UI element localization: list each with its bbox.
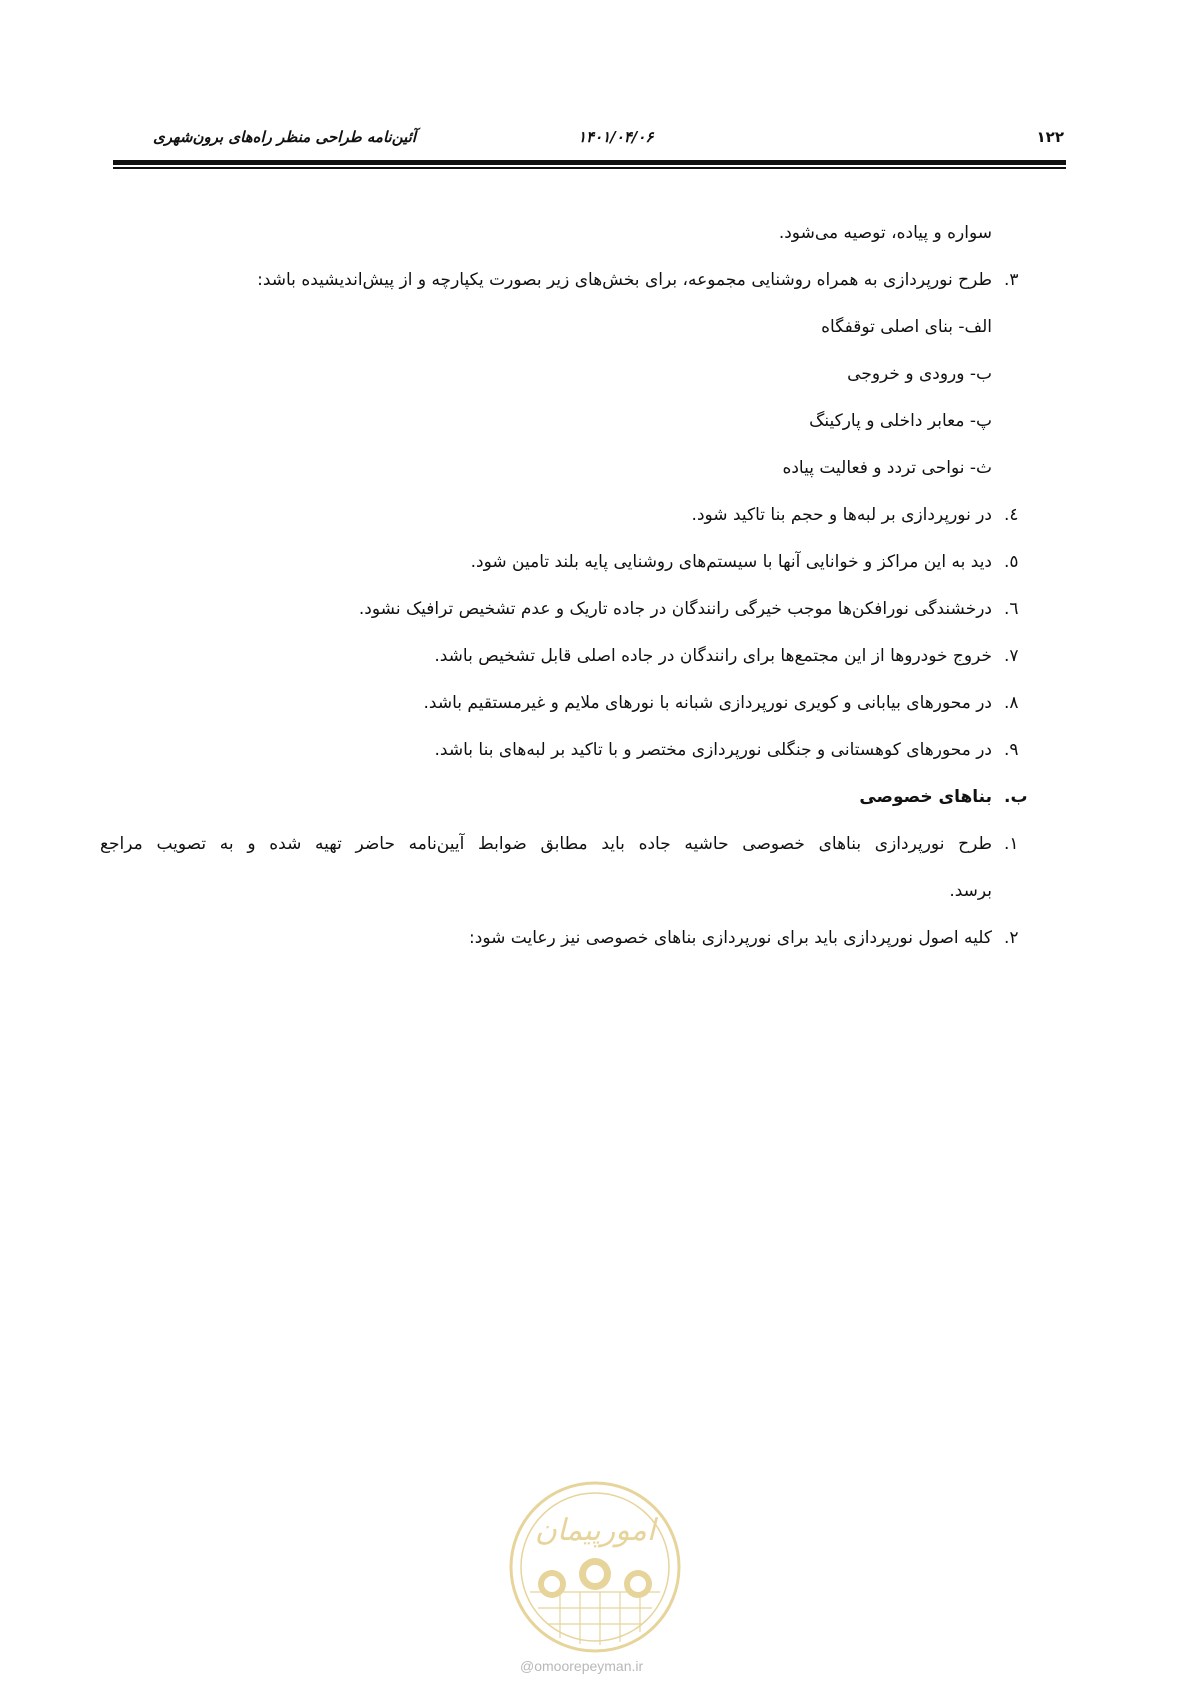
page-number: ۱۲۲ (1036, 128, 1064, 146)
sub-item-text: ب- ورودی و خروجی (847, 364, 992, 384)
list-item (100, 821, 1030, 868)
section-title: بناهای خصوصی (859, 787, 992, 807)
list-item (100, 539, 1030, 586)
continuation-text: سواره و پیاده، توصیه می‌شود. (778, 223, 992, 243)
item-text: خروج خودروها از این مجتمع‌ها برای رانندگان در جاده اصلی قابل تشخیص باشد. (434, 646, 992, 666)
watermark-site: @omoorepeyman.ir (520, 1658, 644, 1674)
item-number: ۱. (1004, 834, 1019, 854)
item-text: دید به این مراکز و خوانایی آنها با سیستم‌های روشنایی پایه بلند تامین شود. (470, 552, 992, 572)
item-text: در محورهای بیابانی و کویری نورپردازی شبانه با نورهای ملایم و غیرمستقیم باشد. (423, 693, 992, 713)
item-number: ٤. (1004, 505, 1019, 525)
sub-item (100, 304, 1030, 351)
sub-item (100, 351, 1030, 398)
list-item (100, 915, 1030, 962)
section-number: ب. (1004, 787, 1028, 807)
page-header (113, 128, 1066, 150)
item-number: ٨. (1004, 693, 1019, 713)
sub-item (100, 445, 1030, 492)
sub-item (100, 398, 1030, 445)
item-number: ۲. (1004, 928, 1019, 948)
item-number: ٥. (1004, 552, 1019, 572)
header-rule-thick (113, 160, 1066, 165)
list-item (100, 257, 1030, 304)
sub-item-text: ث- نواحی تردد و فعالیت پیاده (782, 458, 992, 478)
list-item (100, 492, 1030, 539)
sub-item-text: الف- بنای اصلی توقفگاه (821, 317, 992, 337)
list-item (100, 586, 1030, 633)
item-text: طرح نورپردازی به همراه روشنایی مجموعه، برای بخش‌های زیر بصورت یکپارچه و از پیش‌اندیشیده باشد: (257, 270, 992, 290)
item-text: کلیه اصول نورپردازی باید برای نورپردازی بناهای خصوصی نیز رعایت شود: (469, 928, 992, 948)
item-text: در نورپردازی بر لبه‌ها و حجم بنا تاکید شود. (691, 505, 992, 525)
section-heading (100, 774, 1030, 821)
header-rule-thin (113, 167, 1066, 169)
continuation-line (100, 210, 1030, 257)
continuation-line (100, 868, 1030, 915)
list-item (100, 680, 1030, 727)
header-title: آئین‌نامه طراحی منظر راه‌های برون‌شهری (153, 128, 416, 146)
watermark-site-text: omoorepeyman.ir (534, 1658, 644, 1674)
item-number: ٧. (1004, 646, 1019, 666)
item-text: طرح نورپردازی بناهای خصوصی حاشیه جاده باید مطابق ضوابط آیین‌نامه حاضر تهیه شده و به تصویب مراجع (100, 834, 992, 854)
list-item (100, 727, 1030, 774)
seal-text: امورپیمان (534, 1513, 656, 1548)
item-text: درخشندگی نورافکن‌ها موجب خیرگی رانندگان در جاده تاریک و عدم تشخیص ترافیک نشود. (358, 599, 992, 619)
header-date: ۱۴۰۱/۰۴/۰۶ (578, 128, 654, 146)
sub-item-text: پ- معابر داخلی و پارکینگ (809, 411, 992, 431)
item-text-continuation: برسد. (949, 881, 992, 901)
item-number: ٦. (1004, 599, 1019, 619)
item-number: ٩. (1004, 740, 1019, 760)
item-number: ۳. (1004, 270, 1019, 290)
item-text: در محورهای کوهستانی و جنگلی نورپردازی مختصر و با تاکید بر لبه‌های بنا باشد. (434, 740, 992, 760)
page-body (100, 210, 1030, 962)
watermark-seal-logo (508, 1480, 682, 1654)
list-item (100, 633, 1030, 680)
